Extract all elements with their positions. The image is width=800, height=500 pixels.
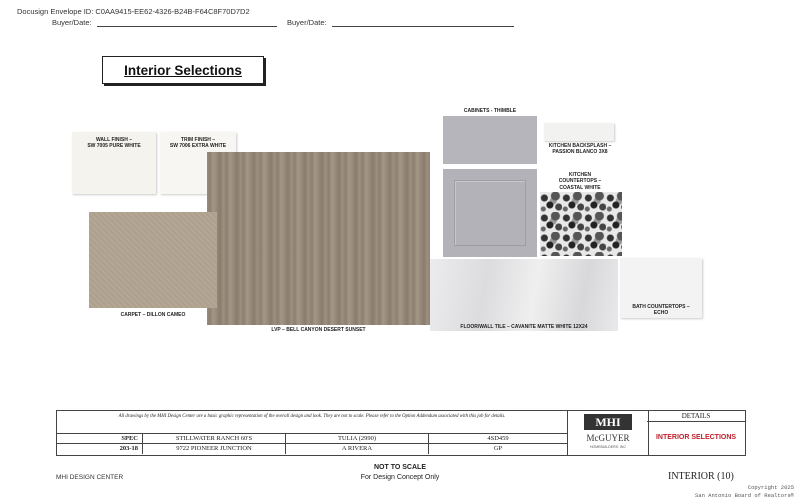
buyer-date-label-2: Buyer/Date: — [287, 18, 327, 27]
floor-wall-tile-swatch — [430, 259, 618, 331]
floor-wall-tile-label: FLOOR/WALL TILE – CAVANITE MATTE WHITE 12X24 — [460, 324, 588, 330]
title-block — [56, 410, 746, 456]
lvp-label: LVP – BELL CANYON DESERT SUNSET — [271, 327, 366, 333]
copyright-line-2: San Antonio Board of Realtors® — [694, 492, 794, 499]
job-info-table — [57, 433, 567, 454]
plan-cell: TULIA (2990) — [286, 434, 429, 444]
details-value: INTERIOR SELECTIONS — [655, 434, 737, 441]
lot-cell: 203-18 — [57, 444, 143, 454]
spec-cell: SPEC — [57, 434, 143, 444]
lvp-swatch — [207, 152, 430, 325]
disclaimer: All drawings by the MHI Design Center are a basic graphic representation of the overall design and look. They are not to scale. Please refer to the Option Addendum associated with this job for details. — [118, 414, 506, 419]
kitchen-countertops-label: KITCHEN COUNTERTOPS – COASTAL WHITE — [558, 172, 602, 191]
logo-mhi-mark: MHI — [584, 414, 632, 430]
cabinet-door-swatch — [443, 169, 537, 257]
community-cell: STILLWATER RANCH 60'S — [143, 434, 286, 444]
buyer-date-label-1: Buyer/Date: — [52, 18, 92, 27]
footer-concept-only: For Design Concept Only — [360, 474, 440, 481]
footer-page-id: INTERIOR (10) — [668, 471, 734, 482]
trim-finish-label: TRIM FINISH – SW 7006 EXTRA WHITE — [169, 137, 227, 150]
initials-cell: GP — [493, 445, 503, 453]
page-title-box — [102, 56, 264, 84]
bath-countertops-label: BATH COUNTERTOPS – ECHO — [632, 304, 690, 317]
designer-cell: A RIVERA — [286, 444, 429, 454]
buyer-date-line-1 — [97, 26, 277, 27]
logo-sub: HOMEBUILDERS, INC — [590, 445, 626, 449]
carpet-label: CARPET – DILLON CAMEO — [120, 312, 186, 318]
cabinets-label: CABINETS - THIMBLE — [463, 108, 517, 114]
backsplash-label: KITCHEN BACKSPLASH – PASSION BLANCO 3X8 — [548, 143, 612, 156]
mhi-logo — [567, 411, 649, 455]
footer-left: MHI DESIGN CENTER — [56, 474, 124, 481]
logo-name: McGUYER — [586, 433, 630, 443]
carpet-swatch — [89, 212, 217, 308]
cabinets-swatch — [443, 116, 537, 164]
footer-not-to-scale: NOT TO SCALE — [374, 464, 426, 471]
job-code-cell: 4SD459 — [487, 435, 509, 442]
wall-finish-label: WALL FINISH – SW 7005 PURE WHITE — [87, 137, 141, 150]
page-title: Interior Selections — [124, 62, 242, 78]
copyright-line-1: Copyright 2025 — [747, 484, 794, 491]
envelope-id: Docusign Envelope ID: C0AA9415-EE62-4326-B24B-F64C8F70D7D2 — [17, 7, 250, 16]
buyer-date-line-2 — [332, 26, 514, 27]
address-cell: 9722 PIONEER JUNCTION — [143, 444, 286, 454]
backsplash-swatch — [544, 123, 614, 141]
details-label: DETAILS — [647, 411, 745, 422]
kitchen-countertops-swatch — [540, 192, 622, 256]
